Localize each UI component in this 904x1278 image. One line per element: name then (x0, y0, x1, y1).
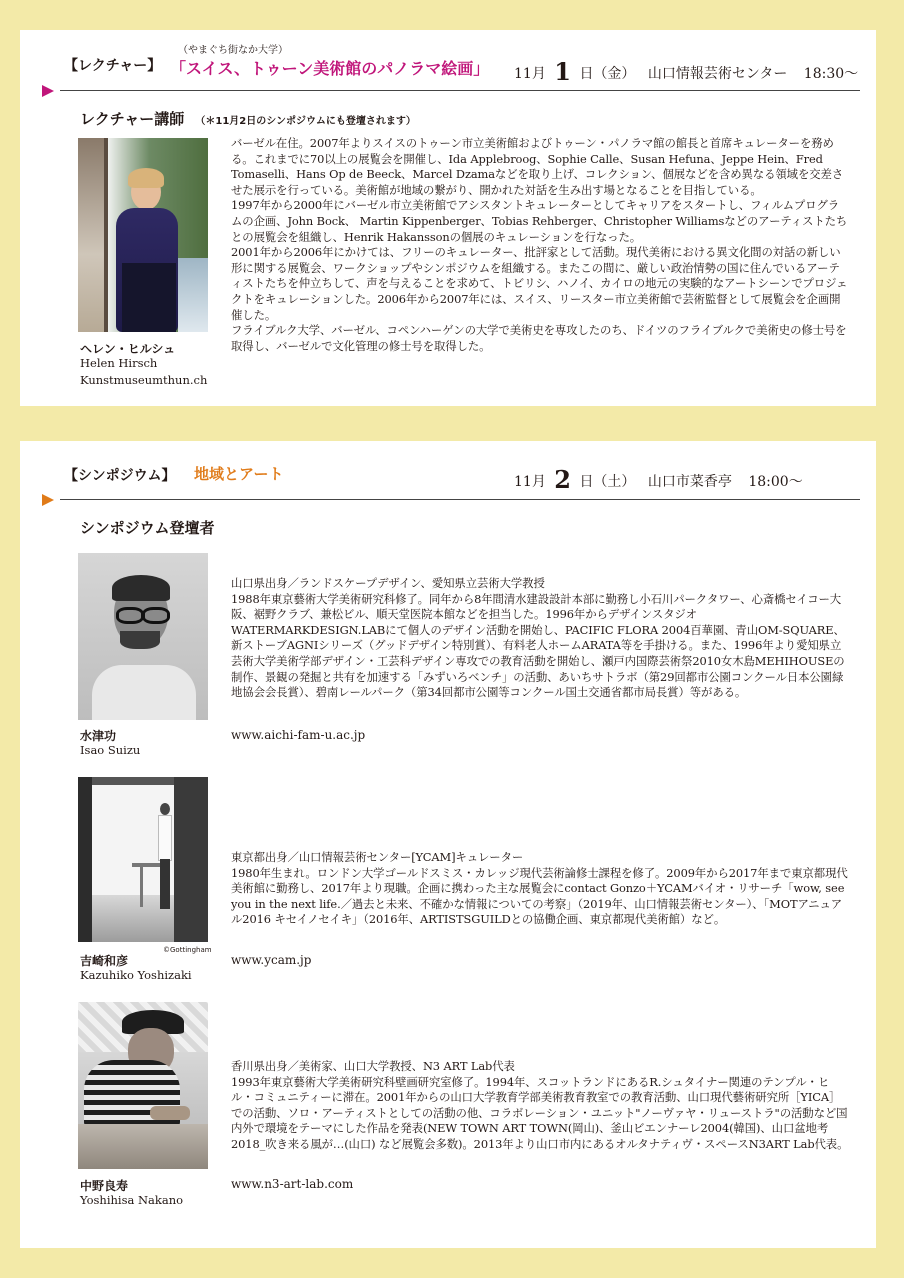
symposium-day: 2 (554, 465, 571, 494)
symposium-title: 地域とアート (194, 465, 284, 483)
lecture-arrow-icon (42, 85, 54, 97)
isao-suizu-name-ja: 水津功 (80, 729, 117, 743)
symposium-venue: 山口市菜香亭 (647, 474, 732, 490)
lecture-day: 1 (554, 57, 571, 86)
isao-suizu-bio: 山口県出身／ランドスケープデザイン、愛知県立芸術大学教授 1988年東京藝術大学美術研究科修了。同年から8年間清水建設設計本部に勤務し小石川パークタワー、心斎橋セイコー大阪、裾野クラブ、兼松ビル、順天堂医院本館などを担当した。1996年からデザインスタジオWATERMARKDESIGN.LABにて個人のデザイン活動を開始し、PACIFIC FLORA 2004百華園、青山OM-SQUARE、新ストーブAGNIシリーズ（グッドデザイン特別賞）、有料老人ホームARATA等を手掛ける。また、1996年より愛知県立芸術大学美術学部デザイン・工芸科デザイン専攻での教育活動を開始し、瀬戸内国際芸術祭2010女木島MEHIHOUSEの制作、景観の発掘と共有を加速する「みずいろベンチ」の活動、あいちサトラボ（第29回都市公園コンクール日本公園緑地協会会長賞）、碧南レールパーク（第34回都市公園等コンクール国土交通省都市局長賞）等がある。 (231, 576, 845, 700)
lecture-venue: 山口情報芸術センター (647, 66, 788, 82)
kazuhiko-yoshizaki-name-en: Kazuhiko Yoshizaki (80, 968, 192, 982)
lecture-subtitle: （やまぐち街なか大学） (178, 45, 288, 56)
helen-hirsch-bio (231, 136, 849, 354)
lecture-tag: 【レクチャー】 (64, 58, 162, 74)
isao-suizu-name-en: Isao Suizu (80, 743, 141, 757)
symposium-month: 11月 (514, 474, 546, 490)
yoshihisa-nakano-photo (78, 1002, 208, 1169)
yoshihisa-nakano-bio: 香川県出身／美術家、山口大学教授、N3 ART Lab代表 1993年東京藝術大学美術研究科壁画研究室修了。1994年、スコットランドにあるR.シュタイナー関連のテンプル・ヒル・コミュニティーに滞在。2001年からの山口大学教育学部美術教育教室での教育活動、山口現代藝術研究所［YICA］での活動、ソロ・アーティストとしての活動の他、コラボレーション・ユニット"ノーヴァヤ・リューストラ"の活動など国内外で環境をテーマにした作品を発表(NEW TOWN ART TOWN(岡山)、釜山ビエンナーレ2004(韓国)、山口盆地考2018_吹き来る風が…(山口) など展覧会多数)。2013年より山口市内にあるオルタナティヴ・スペースN3ART Lab代表。 (231, 1059, 849, 1151)
helen-hirsch-credit: Kunstmuseumthun.ch (80, 373, 208, 387)
lecture-divider (60, 90, 860, 91)
bio-paragraph: 1997年から2000年にバーゼル市立美術館でアシスタントキュレーターとしてキャリアをスタートし、フィルムプログラムの企画、John Bock、 Martin Kippenberger、Tobias Rehberger、Christopher Williamsなどのアーティストたちとの展覧会を組織し、Henrik Hakanssonの個展のキュレーションを行なった。 (231, 198, 848, 244)
kazuhiko-yoshizaki-name-ja: 吉崎和彦 (80, 954, 129, 968)
lecture-day-suffix: 日（金） (579, 66, 636, 82)
symposium-panel (20, 441, 876, 1248)
bio-paragraph: バーゼル在住。2007年よりスイスのトゥーン市立美術館およびトゥーン・パノラマ館の館長と首席キュレーターを務める。これまでに70以上の展覧会を開催し、Ida Applebroog、Sophie Calle、Susan Hefuna、Jeppe Hein、Fred Tomaselli、Hans Op de Beeck、Marcel Dzamaなどを取り上げ、コレクション、個展などを含め異なる領域を交差させた展示を行っている。美術館が地域の繋がり、開かれた対話を生み出す場となることを目指している。 (231, 136, 844, 197)
lecture-date (514, 55, 858, 84)
symposium-divider (60, 499, 860, 500)
isao-suizu-url-link[interactable]: www.aichi-fam-u.ac.jp (231, 728, 366, 742)
helen-hirsch-photo (78, 138, 208, 332)
yoshihisa-nakano-url-link[interactable]: www.n3-art-lab.com (231, 1177, 354, 1191)
yoshihisa-nakano-name-en: Yoshihisa Nakano (80, 1193, 184, 1207)
bio-paragraph: 2001年から2006年にかけては、フリーのキュレーター、批評家として活動。現代美術における異文化間の対話の新しい形に関する展覧会、ワークショップやシンポジウムを組織する。またこの間に、厳しい政治情勢の国に住んでいるアーティストたちを仲立ちして、声を与えることを求めて、トビリシ、ハノイ、カイロの地元の実験的なアートシーンでプロジェクトをキュレーションした。2006年から2007年には、スイス、リースター市立美術館で芸術監督として展覧会を企画開催した。 (231, 245, 848, 322)
symposium-day-suffix: 日（土） (579, 474, 636, 490)
symposium-date (514, 463, 803, 492)
symposium-tag: 【シンポジウム】 (64, 468, 176, 484)
lecture-month: 11月 (514, 66, 546, 82)
lecture-title: 「スイス、トゥーン美術館のパノラマ絵画」 (170, 59, 490, 78)
symposium-heading: シンポジウム登壇者 (80, 519, 215, 537)
isao-suizu-photo (78, 553, 208, 720)
kazuhiko-yoshizaki-photo (78, 777, 208, 942)
lecture-heading-row (80, 108, 416, 129)
lecture-heading-note: （＊11月2日のシンポジウムにも登壇されます） (195, 116, 416, 127)
helen-hirsch-name-en: Helen Hirsch (80, 356, 158, 370)
symposium-arrow-icon (42, 494, 54, 506)
bio-paragraph: フライブルク大学、バーゼル、コペンハーゲンの大学で美術史を専攻したのち、ドイツのフライブルクで美術史の修士号を取得し、バーゼルで文化管理の修士号を取得した。 (231, 323, 847, 353)
kazuhiko-yoshizaki-url-link[interactable]: www.ycam.jp (231, 953, 312, 967)
lecture-time: 18:30〜 (803, 66, 859, 82)
helen-hirsch-name-ja: ヘレン・ヒルシュ (80, 342, 176, 356)
lecture-heading: レクチャー講師 (80, 110, 185, 128)
kazuhiko-yoshizaki-bio: 東京都出身／山口情報芸術センター[YCAM]キュレーター 1980年生まれ。ロンドン大学ゴールドスミス・カレッジ現代芸術論修士課程を修了。2009年から2017年まで東京都現代美術館に勤務し、2017年より現職。企画に携わった主な展覧会にcontact Gonzo＋YCAMバイオ・リサーチ「wow, see you in the next life.／過去と未来、不確かな情報についての考察」（2019年、山口情報芸術センター）、「MOTアニュアル2016 キセイノセイキ」（2016年、ARTISTSGUILDとの協働企画、東京都現代美術館）など。 (231, 850, 848, 927)
symposium-time: 18:00〜 (748, 474, 803, 490)
kazuhiko-yoshizaki-photo-credit: ©Gottingham (163, 946, 212, 954)
yoshihisa-nakano-name-ja: 中野良寿 (80, 1179, 129, 1193)
lecture-panel (20, 30, 876, 406)
